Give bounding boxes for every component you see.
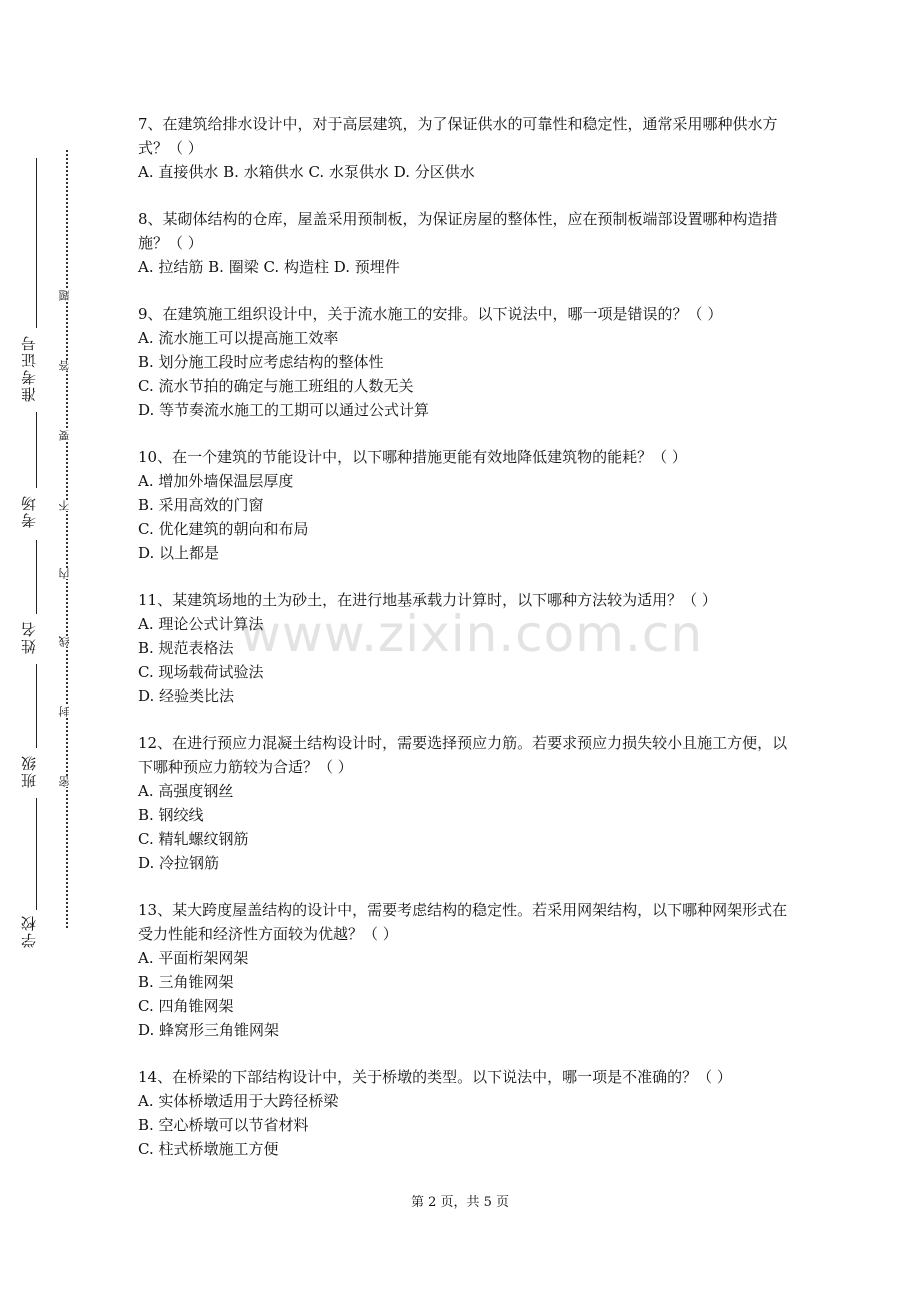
option-c: C. 四角锥网架 <box>138 997 234 1015</box>
seal-char: 不 <box>58 500 76 511</box>
binding-margin <box>0 0 120 1302</box>
option-c: C. 柱式桥墩施工方便 <box>138 1140 279 1158</box>
option-c: C. 精轧螺纹钢筋 <box>138 830 249 848</box>
option-d: D. 蜂窝形三角锥网架 <box>138 1021 280 1039</box>
question-stem: 14、在桥梁的下部结构设计中，关于桥墩的类型。以下说法中，哪一项是不准确的？（ ） <box>138 1068 732 1086</box>
question-12 <box>138 731 788 875</box>
seal-char: 答 <box>58 360 76 371</box>
option-a: A. 流水施工可以提高施工效率 <box>138 329 339 347</box>
option-c: C. 流水节拍的确定与施工班组的人数无关 <box>138 377 414 395</box>
question-stem: 8、某砌体结构的仓库，屋盖采用预制板，为保证房屋的整体性，应在预制板端部设置哪种构造措施？（ ） <box>138 210 778 252</box>
watermark: www.zixin.com.cn <box>240 605 704 663</box>
option-line: A. 拉结筋 B. 圈梁 C. 构造柱 D. 预埋件 <box>138 258 400 276</box>
name-label: 姓名 <box>20 620 38 654</box>
solid-line-segment <box>36 540 37 614</box>
option-d: D. 等节奏流水施工的工期可以通过公式计算 <box>138 401 430 419</box>
question-10 <box>138 445 788 565</box>
option-a: A. 增加外墙保温层厚度 <box>138 472 294 490</box>
seal-char: 线 <box>58 636 76 647</box>
option-d: D. 经验类比法 <box>138 687 235 705</box>
question-11 <box>138 588 788 708</box>
exam-room-label: 考场 <box>20 494 38 528</box>
option-line: A. 直接供水 B. 水箱供水 C. 水泵供水 D. 分区供水 <box>138 163 475 181</box>
school-label: 学校 <box>20 914 38 948</box>
seal-char: 密 <box>58 776 76 787</box>
question-7 <box>138 112 788 184</box>
question-stem: 13、某大跨度屋盖结构的设计中，需要考虑结构的稳定性。若采用网架结构，以下哪种网架形式在受力性能和经济性方面较为优越？（ ） <box>138 901 788 943</box>
question-13 <box>138 898 788 1042</box>
question-stem: 9、在建筑施工组织设计中，关于流水施工的安排。以下说法中，哪一项是错误的？（ ） <box>138 305 723 323</box>
seal-char: 内 <box>58 568 76 579</box>
option-b: B. 采用高效的门窗 <box>138 496 264 514</box>
option-b: B. 钢绞线 <box>138 806 204 824</box>
seal-char: 要 <box>58 430 76 441</box>
seal-char: 题 <box>58 290 76 301</box>
page-number-footer: 第 2 页，共 5 页 <box>410 1195 510 1210</box>
question-stem: 12、在进行预应力混凝土结构设计时，需要选择预应力筋。若要求预应力损失较小且施工方便，以下哪种预应力筋较为合适？（ ） <box>138 734 788 776</box>
question-stem: 10、在一个建筑的节能设计中，以下哪种措施更能有效地降低建筑物的能耗？（ ） <box>138 448 687 466</box>
option-c: C. 优化建筑的朝向和布局 <box>138 520 309 538</box>
question-9 <box>138 302 788 422</box>
option-b: B. 空心桥墩可以节省材料 <box>138 1116 309 1134</box>
question-14 <box>138 1065 788 1161</box>
seal-dotted-line <box>66 150 68 928</box>
option-b: B. 三角锥网架 <box>138 973 234 991</box>
solid-line-segment <box>36 412 37 488</box>
option-a: A. 平面桁架网架 <box>138 949 249 967</box>
question-8 <box>138 207 788 279</box>
solid-line-segment <box>36 158 37 328</box>
option-b: B. 划分施工段时应考虑结构的整体性 <box>138 353 384 371</box>
solid-line-segment <box>36 664 37 748</box>
option-c: C. 现场载荷试验法 <box>138 663 264 681</box>
question-list <box>138 112 788 1184</box>
solid-line-segment <box>36 798 37 910</box>
class-label: 班级 <box>20 754 38 788</box>
question-stem: 7、在建筑给排水设计中，对于高层建筑，为了保证供水的可靠性和稳定性，通常采用哪种供水方式？（ ） <box>138 115 778 157</box>
option-d: D. 冷拉钢筋 <box>138 854 220 872</box>
option-b: B. 规范表格法 <box>138 639 234 657</box>
option-a: A. 高强度钢丝 <box>138 782 234 800</box>
exam-id-label: 准考证号 <box>20 334 38 402</box>
option-a: A. 实体桥墩适用于大跨径桥梁 <box>138 1092 339 1110</box>
question-stem: 11、某建筑场地的土为砂土，在进行地基承载力计算时，以下哪种方法较为适用？（ ） <box>138 591 717 609</box>
option-a: A. 理论公式计算法 <box>138 615 264 633</box>
seal-char: 封 <box>58 706 76 717</box>
option-d: D. 以上都是 <box>138 544 220 562</box>
